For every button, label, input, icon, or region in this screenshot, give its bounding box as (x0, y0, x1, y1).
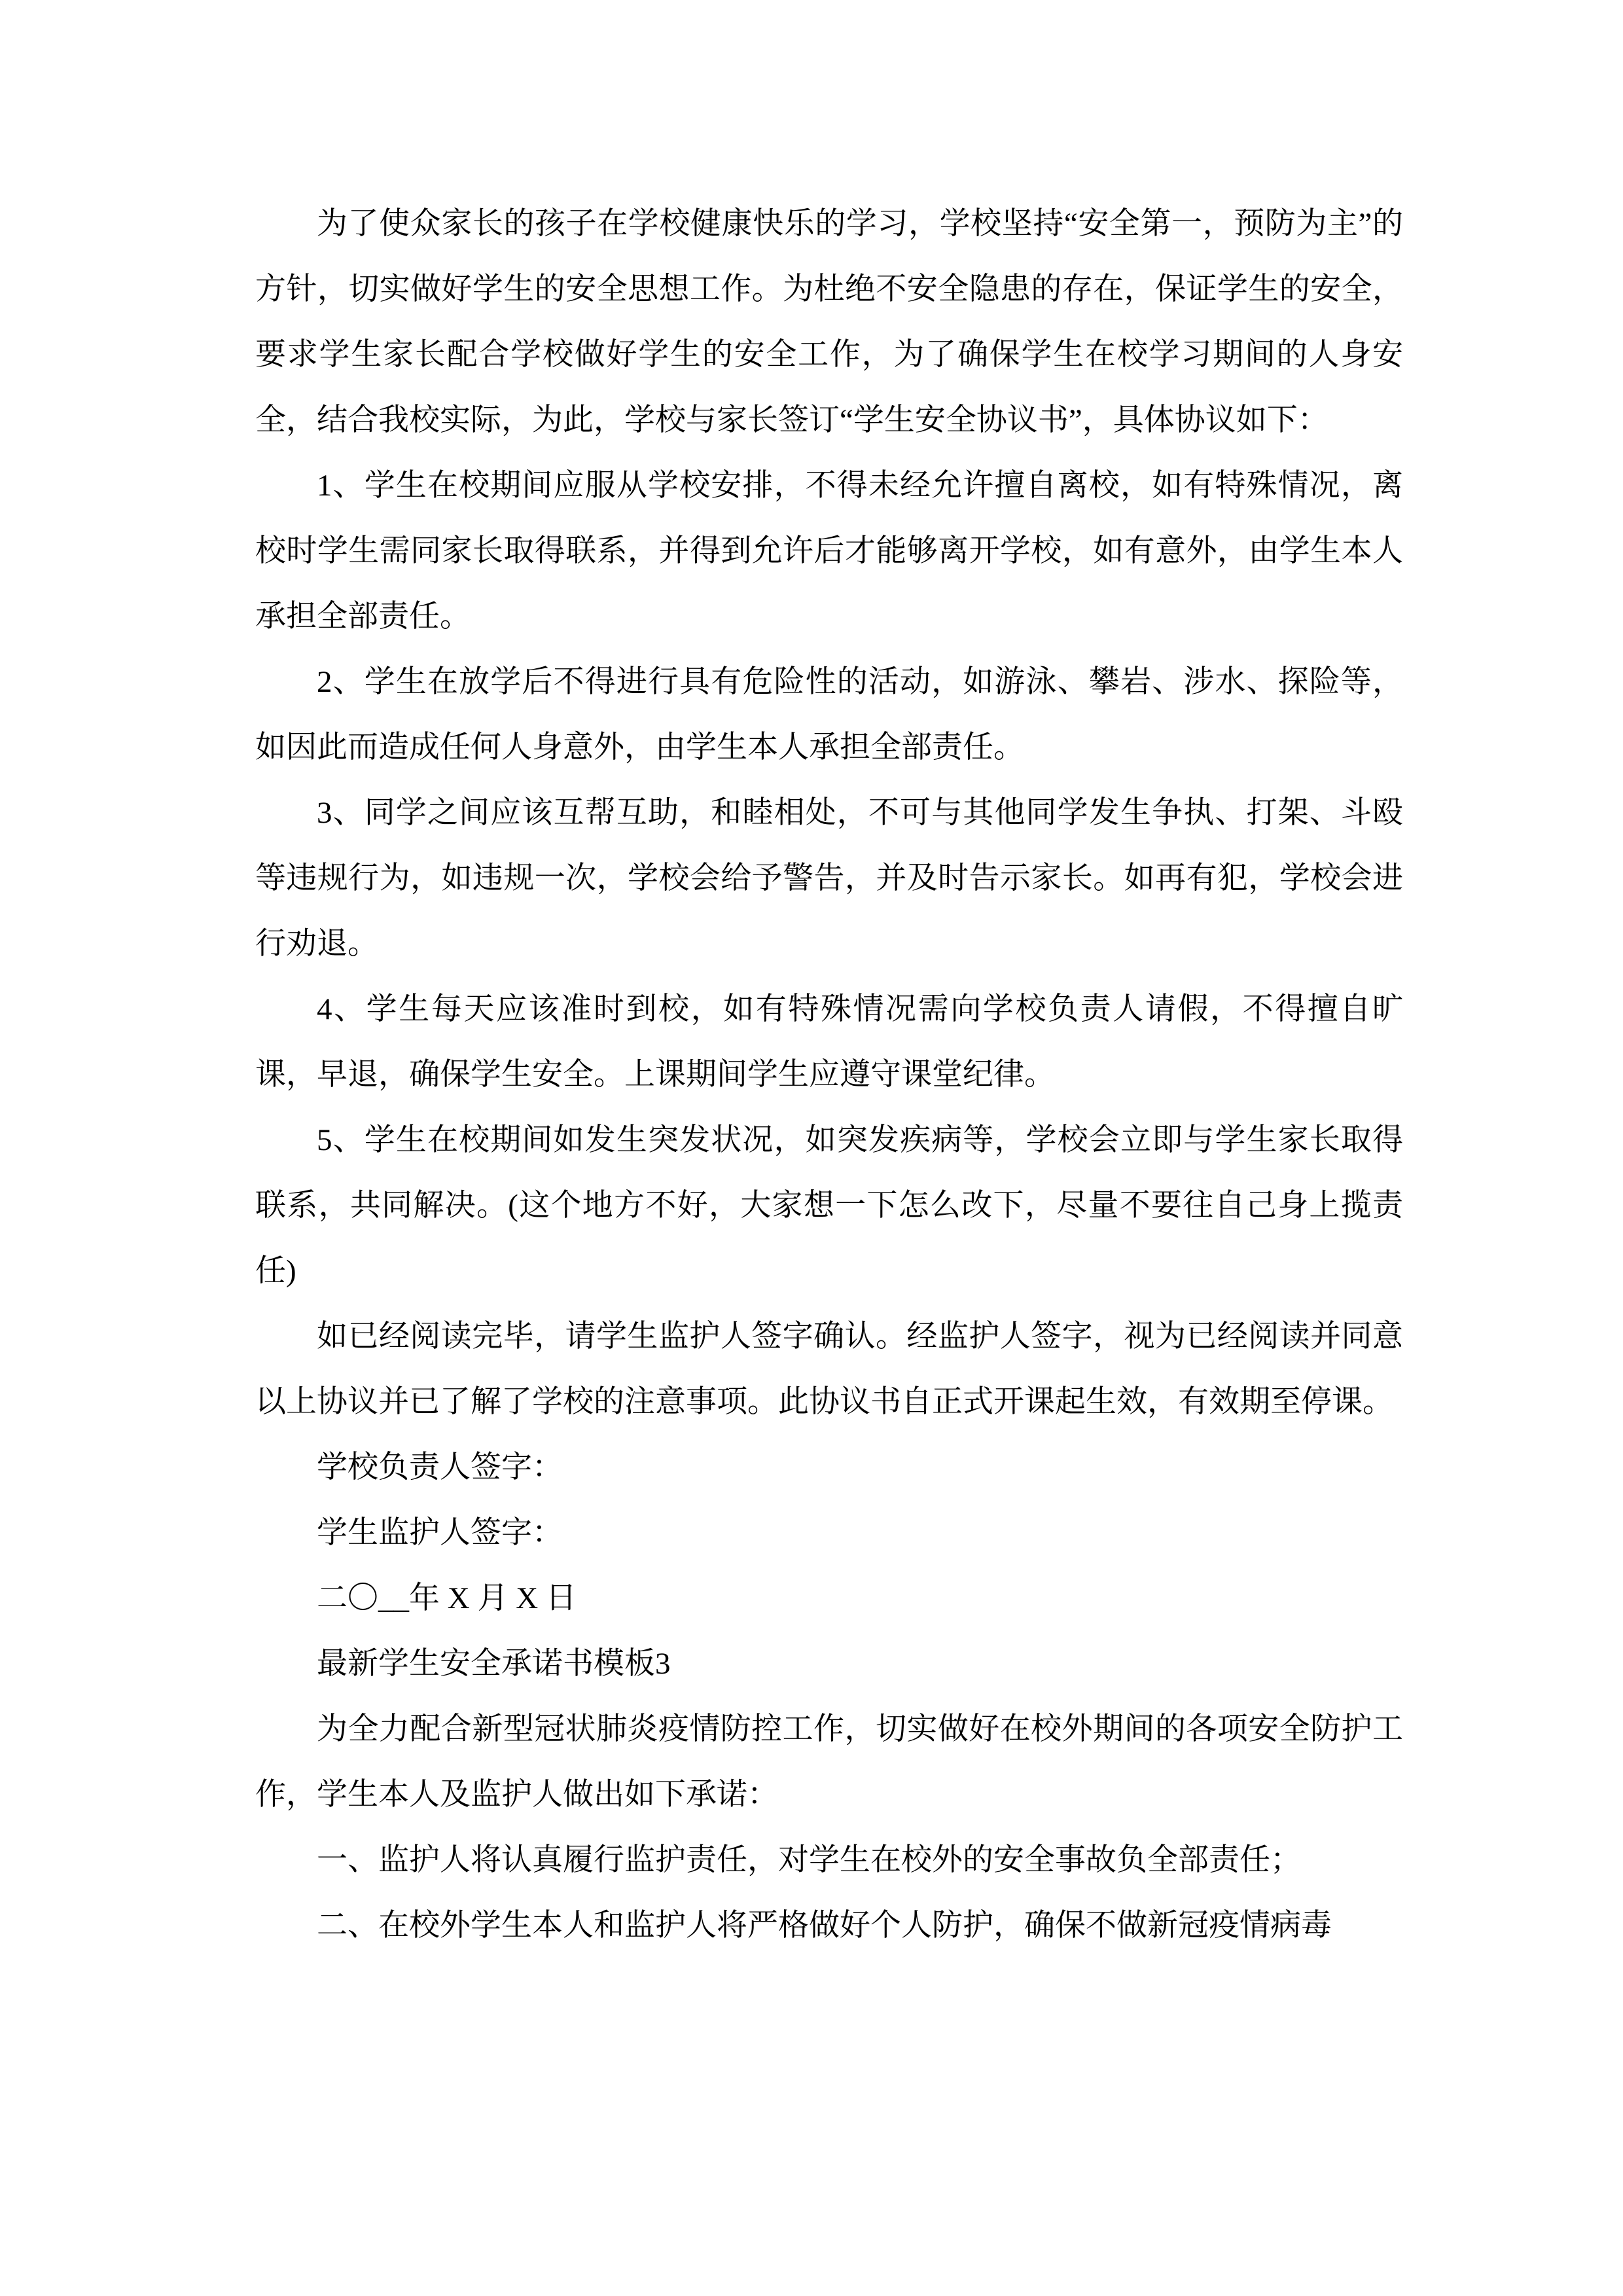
paragraph: 如已经阅读完毕，请学生监护人签字确认。经监护人签字，视为已经阅读并同意以上协议并已了解了学校的注意事项。此协议书自正式开课起生效，有效期至停课。 (255, 1319, 1403, 1419)
paragraph: 一、监护人将认真履行监护责任，对学生在校外的安全事故负全部责任； (317, 1843, 1301, 1877)
paragraph: 3、同学之间应该互帮互助，和睦相处，不可与其他同学发生争执、打架、斗殴等违规行为，如违规一次，学校会给予警告，并及时告示家长。如再有犯，学校会进行劝退。 (255, 796, 1403, 961)
paragraph: 为了使众家长的孩子在学校健康快乐的学习，学校坚持“安全第一，预防为主”的方针，切实做好学生的安全思想工作。为杜绝不安全隐患的存在，保证学生的安全，要求学生家长配合学校做好学生的安全工作，为了确保学生在校学习期间的人身安全，结合我校实际，为此，学校与家长签订“学生安全协议书”，具体协议如下： (255, 207, 1403, 437)
paragraph: 2、学生在放学后不得进行具有危险性的活动，如游泳、攀岩、涉水、探险等，如因此而造成任何人身意外，由学生本人承担全部责任。 (255, 665, 1403, 764)
paragraph: 4、学生每天应该准时到校，如有特殊情况需向学校负责人请假，不得擅自旷课，早退，确保学生安全。上课期间学生应遵守课堂纪律。 (255, 992, 1403, 1092)
paragraph: 学生监护人签字： (317, 1516, 563, 1550)
paragraph: 学校负责人签字： (317, 1450, 563, 1484)
paragraph: 最新学生安全承诺书模板3 (317, 1647, 671, 1681)
paragraph: 二〇__年 X 月 X 日 (317, 1581, 577, 1615)
paragraph: 5、学生在校期间如发生突发状况，如突发疾病等，学校会立即与学生家长取得联系，共同解决。(这个地方不好，大家想一下怎么改下，尽量不要往自己身上揽责任) (255, 1123, 1403, 1288)
paragraph: 1、学生在校期间应服从学校安排，不得未经允许擅自离校，如有特殊情况，离校时学生需同家长取得联系，并得到允许后才能够离开学校，如有意外，由学生本人承担全部责任。 (255, 469, 1403, 634)
paragraph: 二、在校外学生本人和监护人将严格做好个人防护，确保不做新冠疫情病毒 (317, 1909, 1332, 1943)
paragraph: 为全力配合新型冠状肺炎疫情防控工作，切实做好在校外期间的各项安全防护工作，学生本人及监护人做出如下承诺： (255, 1712, 1403, 1812)
document-body (255, 191, 1403, 1958)
